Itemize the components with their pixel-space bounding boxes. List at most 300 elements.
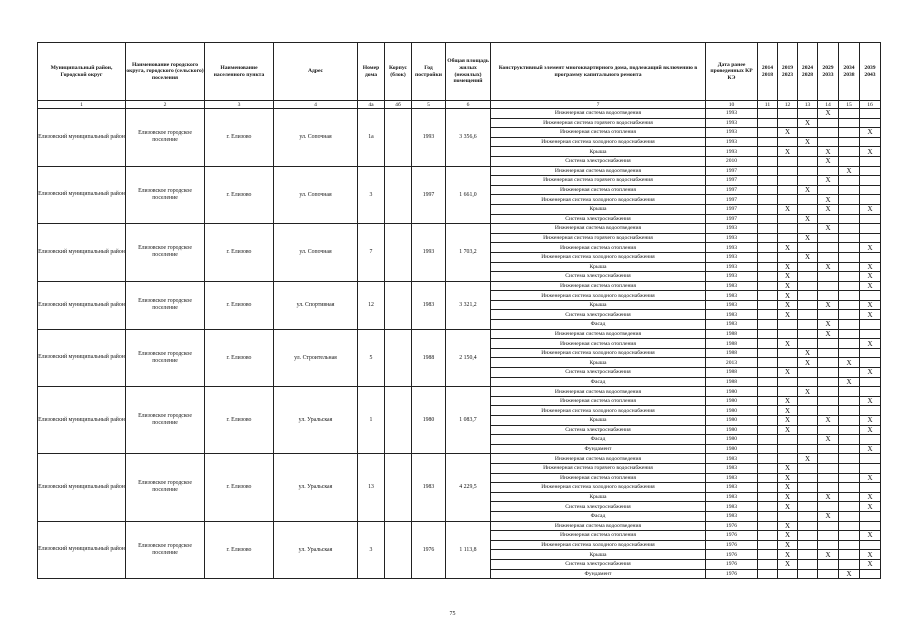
period-mark: X bbox=[778, 204, 798, 214]
period-mark bbox=[839, 368, 860, 378]
period-mark bbox=[758, 358, 778, 368]
register-table bbox=[37, 42, 881, 579]
period-mark bbox=[758, 406, 778, 416]
period-mark: X bbox=[860, 502, 881, 512]
period-mark bbox=[818, 540, 839, 550]
floor-area: 1 113,8 bbox=[446, 521, 491, 579]
period-mark: X bbox=[860, 310, 881, 320]
structural-element: Инженерная система отопления bbox=[491, 339, 706, 349]
period-mark: X bbox=[818, 416, 839, 426]
column-number: 6 bbox=[446, 101, 491, 109]
period-mark bbox=[778, 444, 798, 454]
previous-repair-date: 1983 bbox=[706, 502, 758, 512]
period-mark: X bbox=[798, 252, 818, 262]
period-mark bbox=[758, 339, 778, 349]
period-mark bbox=[818, 233, 839, 243]
period-mark bbox=[798, 368, 818, 378]
period-mark bbox=[798, 569, 818, 579]
header-element: Конструктивный элемент многоквартирного дома, подлежащий включению в программу капитального ремонта bbox=[491, 43, 706, 101]
period-mark bbox=[839, 521, 860, 531]
construction-year: 1976 bbox=[412, 521, 446, 579]
period-mark: X bbox=[860, 396, 881, 406]
period-mark bbox=[839, 137, 860, 147]
previous-repair-date: 1983 bbox=[706, 511, 758, 521]
period-mark bbox=[778, 118, 798, 128]
previous-repair-date: 1983 bbox=[706, 291, 758, 301]
structural-element: Крыша bbox=[491, 262, 706, 272]
period-mark bbox=[798, 463, 818, 473]
period-mark: X bbox=[778, 483, 798, 493]
period-mark bbox=[860, 291, 881, 301]
period-mark bbox=[818, 128, 839, 138]
period-mark bbox=[818, 118, 839, 128]
street-address: ул. Уральская bbox=[274, 387, 358, 454]
column-number: 4б bbox=[385, 101, 412, 109]
period-mark bbox=[758, 416, 778, 426]
period-mark: X bbox=[860, 473, 881, 483]
period-mark: X bbox=[778, 310, 798, 320]
period-mark bbox=[758, 329, 778, 339]
period-mark bbox=[798, 329, 818, 339]
period-mark bbox=[778, 569, 798, 579]
period-mark bbox=[818, 454, 839, 464]
period-mark bbox=[758, 272, 778, 282]
street-address: ул. Спортивная bbox=[274, 281, 358, 329]
structural-element: Крыша bbox=[491, 492, 706, 502]
structural-element: Инженерная система водоотведения bbox=[491, 224, 706, 234]
structural-element: Инженерная система водоотведения bbox=[491, 521, 706, 531]
period-mark bbox=[758, 559, 778, 569]
structural-element: Система электроснабжения bbox=[491, 559, 706, 569]
period-mark bbox=[818, 569, 839, 579]
period-mark bbox=[798, 272, 818, 282]
period-mark: X bbox=[798, 137, 818, 147]
period-mark bbox=[778, 195, 798, 205]
period-mark: X bbox=[818, 550, 839, 560]
house-number: 13 bbox=[358, 454, 385, 521]
period-mark bbox=[818, 521, 839, 531]
period-mark bbox=[778, 387, 798, 397]
period-mark bbox=[758, 435, 778, 445]
structural-element: Инженерная система холодного водоснабжения bbox=[491, 406, 706, 416]
structural-element: Фасад bbox=[491, 377, 706, 387]
previous-repair-date: 1983 bbox=[706, 492, 758, 502]
locality-name: г. Елизово bbox=[205, 224, 274, 282]
period-mark bbox=[758, 166, 778, 176]
header-house-number: Номер дома bbox=[358, 43, 385, 101]
previous-repair-date: 1976 bbox=[706, 531, 758, 541]
period-mark: X bbox=[778, 540, 798, 550]
period-mark bbox=[798, 310, 818, 320]
period-mark bbox=[860, 387, 881, 397]
period-mark bbox=[839, 176, 860, 186]
locality-name: г. Елизово bbox=[205, 281, 274, 329]
house-number: 3 bbox=[358, 521, 385, 579]
period-mark bbox=[758, 252, 778, 262]
municipal-district: Елизовский муниципальный район bbox=[38, 329, 126, 387]
period-mark bbox=[860, 463, 881, 473]
period-mark: X bbox=[778, 492, 798, 502]
construction-year: 1993 bbox=[412, 224, 446, 282]
element-row bbox=[38, 521, 881, 531]
period-mark bbox=[778, 435, 798, 445]
period-mark bbox=[860, 233, 881, 243]
period-mark bbox=[818, 252, 839, 262]
period-mark bbox=[758, 195, 778, 205]
previous-repair-date: 1993 bbox=[706, 252, 758, 262]
period-mark bbox=[778, 320, 798, 330]
period-mark bbox=[818, 339, 839, 349]
period-mark bbox=[860, 166, 881, 176]
period-mark bbox=[778, 137, 798, 147]
street-address: ул. Сопочная bbox=[274, 166, 358, 224]
period-mark: X bbox=[818, 147, 839, 157]
period-mark bbox=[758, 387, 778, 397]
column-number: 4 bbox=[274, 101, 358, 109]
structural-element: Фундамент bbox=[491, 569, 706, 579]
structural-element: Инженерная система холодного водоснабжения bbox=[491, 137, 706, 147]
period-mark bbox=[839, 425, 860, 435]
period-mark bbox=[778, 252, 798, 262]
previous-repair-date: 1993 bbox=[706, 243, 758, 253]
period-mark bbox=[758, 224, 778, 234]
period-mark bbox=[839, 559, 860, 569]
period-mark bbox=[860, 118, 881, 128]
period-mark bbox=[860, 569, 881, 579]
period-mark bbox=[778, 109, 798, 119]
period-mark bbox=[818, 368, 839, 378]
structural-element: Инженерная система водоотведения bbox=[491, 329, 706, 339]
period-mark bbox=[798, 492, 818, 502]
period-mark bbox=[758, 540, 778, 550]
period-mark bbox=[758, 214, 778, 224]
column-number: 3 bbox=[205, 101, 274, 109]
period-mark: X bbox=[798, 118, 818, 128]
period-mark bbox=[818, 348, 839, 358]
period-mark bbox=[778, 214, 798, 224]
house-block bbox=[385, 329, 412, 387]
period-mark bbox=[758, 128, 778, 138]
period-mark bbox=[758, 368, 778, 378]
period-mark bbox=[798, 156, 818, 166]
previous-repair-date: 1997 bbox=[706, 195, 758, 205]
period-mark bbox=[818, 387, 839, 397]
period-mark bbox=[818, 214, 839, 224]
floor-area: 3 321,2 bbox=[446, 281, 491, 329]
period-mark bbox=[860, 109, 881, 119]
period-mark: X bbox=[798, 348, 818, 358]
period-mark bbox=[860, 185, 881, 195]
period-mark bbox=[778, 358, 798, 368]
period-mark bbox=[798, 444, 818, 454]
period-mark: X bbox=[860, 339, 881, 349]
period-mark bbox=[798, 176, 818, 186]
period-mark bbox=[818, 377, 839, 387]
structural-element: Крыша bbox=[491, 300, 706, 310]
settlement-name: Елизовское городское поселение bbox=[126, 109, 205, 167]
period-mark bbox=[818, 291, 839, 301]
period-mark bbox=[758, 156, 778, 166]
settlement-name: Елизовское городское поселение bbox=[126, 387, 205, 454]
municipal-district: Елизовский муниципальный район bbox=[38, 166, 126, 224]
page-number: 75 bbox=[449, 611, 456, 617]
house-number: 12 bbox=[358, 281, 385, 329]
municipal-district: Елизовский муниципальный район bbox=[38, 454, 126, 521]
period-mark: X bbox=[778, 128, 798, 138]
structural-element: Система электроснабжения bbox=[491, 502, 706, 512]
period-mark bbox=[860, 329, 881, 339]
previous-repair-date: 1997 bbox=[706, 214, 758, 224]
previous-repair-date: 1980 bbox=[706, 416, 758, 426]
column-number: 16 bbox=[860, 101, 881, 109]
previous-repair-date: 1997 bbox=[706, 185, 758, 195]
period-mark bbox=[860, 435, 881, 445]
floor-area: 1 083,7 bbox=[446, 387, 491, 454]
period-mark bbox=[778, 454, 798, 464]
period-mark bbox=[860, 377, 881, 387]
construction-year: 1988 bbox=[412, 329, 446, 387]
period-mark: X bbox=[860, 531, 881, 541]
period-mark: X bbox=[818, 435, 839, 445]
municipal-district: Елизовский муниципальный район bbox=[38, 521, 126, 579]
period-mark bbox=[758, 396, 778, 406]
period-mark: X bbox=[778, 406, 798, 416]
period-mark: X bbox=[839, 377, 860, 387]
period-mark bbox=[758, 454, 778, 464]
structural-element: Крыша bbox=[491, 147, 706, 157]
period-mark bbox=[839, 118, 860, 128]
previous-repair-date: 1980 bbox=[706, 435, 758, 445]
column-number: 14 bbox=[818, 101, 839, 109]
period-mark bbox=[758, 204, 778, 214]
period-mark bbox=[839, 463, 860, 473]
structural-element: Инженерная система холодного водоснабжения bbox=[491, 483, 706, 493]
period-mark: X bbox=[818, 300, 839, 310]
element-row bbox=[38, 454, 881, 464]
period-mark bbox=[839, 416, 860, 426]
period-mark bbox=[860, 252, 881, 262]
period-mark bbox=[798, 339, 818, 349]
period-mark bbox=[758, 176, 778, 186]
floor-area: 4 229,5 bbox=[446, 454, 491, 521]
previous-repair-date: 1993 bbox=[706, 272, 758, 282]
period-mark bbox=[758, 473, 778, 483]
period-mark bbox=[839, 214, 860, 224]
period-mark bbox=[798, 540, 818, 550]
period-mark bbox=[778, 348, 798, 358]
period-mark: X bbox=[778, 300, 798, 310]
period-mark: X bbox=[818, 195, 839, 205]
period-mark: X bbox=[818, 511, 839, 521]
construction-year: 1983 bbox=[412, 281, 446, 329]
period-mark bbox=[839, 156, 860, 166]
previous-repair-date: 1988 bbox=[706, 339, 758, 349]
period-mark bbox=[798, 511, 818, 521]
floor-area: 1 703,2 bbox=[446, 224, 491, 282]
municipal-district: Елизовский муниципальный район bbox=[38, 281, 126, 329]
previous-repair-date: 1976 bbox=[706, 540, 758, 550]
element-row bbox=[38, 387, 881, 397]
period-mark bbox=[860, 483, 881, 493]
period-mark: X bbox=[860, 300, 881, 310]
period-mark bbox=[798, 291, 818, 301]
period-mark bbox=[798, 320, 818, 330]
house-block bbox=[385, 454, 412, 521]
period-mark bbox=[798, 243, 818, 253]
previous-repair-date: 2010 bbox=[706, 156, 758, 166]
period-mark bbox=[839, 406, 860, 416]
period-mark: X bbox=[778, 243, 798, 253]
period-mark: X bbox=[778, 531, 798, 541]
locality-name: г. Елизово bbox=[205, 454, 274, 521]
previous-repair-date: 1983 bbox=[706, 473, 758, 483]
previous-repair-date: 1993 bbox=[706, 147, 758, 157]
street-address: ул. Уральская bbox=[274, 454, 358, 521]
previous-repair-date: 1983 bbox=[706, 281, 758, 291]
period-mark: X bbox=[778, 425, 798, 435]
structural-element: Инженерная система отопления bbox=[491, 281, 706, 291]
structural-element: Крыша bbox=[491, 550, 706, 560]
column-number: 13 bbox=[798, 101, 818, 109]
structural-element: Крыша bbox=[491, 204, 706, 214]
period-mark: X bbox=[778, 550, 798, 560]
column-number: 11 bbox=[758, 101, 778, 109]
period-mark bbox=[818, 463, 839, 473]
period-mark: X bbox=[860, 147, 881, 157]
period-mark bbox=[839, 272, 860, 282]
house-block bbox=[385, 166, 412, 224]
period-mark bbox=[798, 483, 818, 493]
structural-element: Система электроснабжения bbox=[491, 214, 706, 224]
header-settlement: Наименование городского округа, городского (сельского) поселения bbox=[126, 43, 205, 101]
previous-repair-date: 1993 bbox=[706, 128, 758, 138]
structural-element: Инженерная система горячего водоснабжения bbox=[491, 118, 706, 128]
previous-repair-date: 1993 bbox=[706, 118, 758, 128]
period-mark: X bbox=[778, 473, 798, 483]
period-mark: X bbox=[860, 204, 881, 214]
period-mark bbox=[758, 463, 778, 473]
municipal-district: Елизовский муниципальный район bbox=[38, 224, 126, 282]
structural-element: Инженерная система холодного водоснабжения bbox=[491, 252, 706, 262]
element-row bbox=[38, 166, 881, 176]
house-number: 1 bbox=[358, 387, 385, 454]
structural-element: Система электроснабжения bbox=[491, 272, 706, 282]
period-mark bbox=[758, 502, 778, 512]
period-mark bbox=[860, 511, 881, 521]
structural-element: Система электроснабжения bbox=[491, 425, 706, 435]
construction-year: 1997 bbox=[412, 166, 446, 224]
period-mark bbox=[798, 281, 818, 291]
period-mark bbox=[839, 185, 860, 195]
period-mark bbox=[758, 118, 778, 128]
period-mark bbox=[839, 252, 860, 262]
period-mark bbox=[798, 435, 818, 445]
structural-element: Фасад bbox=[491, 511, 706, 521]
previous-repair-date: 1993 bbox=[706, 262, 758, 272]
period-mark: X bbox=[860, 368, 881, 378]
house-block bbox=[385, 224, 412, 282]
period-mark: X bbox=[860, 262, 881, 272]
structural-element: Инженерная система водоотведения bbox=[491, 109, 706, 119]
period-mark bbox=[758, 550, 778, 560]
period-mark bbox=[778, 156, 798, 166]
period-mark: X bbox=[798, 233, 818, 243]
floor-area: 1 661,0 bbox=[446, 166, 491, 224]
period-mark bbox=[839, 300, 860, 310]
house-number: 1а bbox=[358, 109, 385, 167]
period-mark bbox=[798, 147, 818, 157]
period-mark: X bbox=[860, 425, 881, 435]
period-mark bbox=[758, 531, 778, 541]
previous-repair-date: 1980 bbox=[706, 387, 758, 397]
previous-repair-date: 1976 bbox=[706, 521, 758, 531]
floor-area: 3 356,6 bbox=[446, 109, 491, 167]
header-period: 2024 2028 bbox=[798, 43, 818, 101]
previous-repair-date: 1983 bbox=[706, 300, 758, 310]
period-mark: X bbox=[818, 262, 839, 272]
structural-element: Инженерная система горячего водоснабжения bbox=[491, 176, 706, 186]
period-mark bbox=[860, 195, 881, 205]
period-mark bbox=[839, 329, 860, 339]
previous-repair-date: 1980 bbox=[706, 425, 758, 435]
period-mark bbox=[839, 550, 860, 560]
house-block bbox=[385, 521, 412, 579]
period-mark bbox=[798, 128, 818, 138]
header-period: 2039 2043 bbox=[860, 43, 881, 101]
header-period: 2019 2023 bbox=[778, 43, 798, 101]
floor-area: 2 150,4 bbox=[446, 329, 491, 387]
period-mark: X bbox=[818, 492, 839, 502]
structural-element: Инженерная система отопления bbox=[491, 396, 706, 406]
period-mark bbox=[758, 377, 778, 387]
structural-element: Инженерная система водоотведения bbox=[491, 166, 706, 176]
column-number: 10 bbox=[706, 101, 758, 109]
period-mark bbox=[778, 377, 798, 387]
period-mark bbox=[839, 262, 860, 272]
period-mark: X bbox=[778, 281, 798, 291]
period-mark: X bbox=[818, 176, 839, 186]
locality-name: г. Елизово bbox=[205, 387, 274, 454]
period-mark bbox=[798, 425, 818, 435]
period-mark: X bbox=[818, 156, 839, 166]
period-mark bbox=[798, 224, 818, 234]
period-mark: X bbox=[778, 502, 798, 512]
period-mark: X bbox=[860, 243, 881, 253]
house-block bbox=[385, 281, 412, 329]
period-mark: X bbox=[818, 224, 839, 234]
period-mark bbox=[758, 300, 778, 310]
street-address: ул. Строительная bbox=[274, 329, 358, 387]
header-year: Год постройки bbox=[412, 43, 446, 101]
previous-repair-date: 1983 bbox=[706, 483, 758, 493]
column-number: 5 bbox=[412, 101, 446, 109]
period-mark bbox=[758, 310, 778, 320]
previous-repair-date: 1993 bbox=[706, 137, 758, 147]
period-mark: X bbox=[778, 272, 798, 282]
period-mark bbox=[818, 358, 839, 368]
previous-repair-date: 2013 bbox=[706, 358, 758, 368]
period-mark bbox=[839, 540, 860, 550]
period-mark: X bbox=[839, 166, 860, 176]
structural-element: Фасад bbox=[491, 320, 706, 330]
locality-name: г. Елизово bbox=[205, 329, 274, 387]
period-mark bbox=[758, 233, 778, 243]
period-mark bbox=[818, 502, 839, 512]
period-mark bbox=[798, 502, 818, 512]
period-mark bbox=[818, 166, 839, 176]
structural-element: Инженерная система холодного водоснабжения bbox=[491, 195, 706, 205]
period-mark bbox=[758, 291, 778, 301]
